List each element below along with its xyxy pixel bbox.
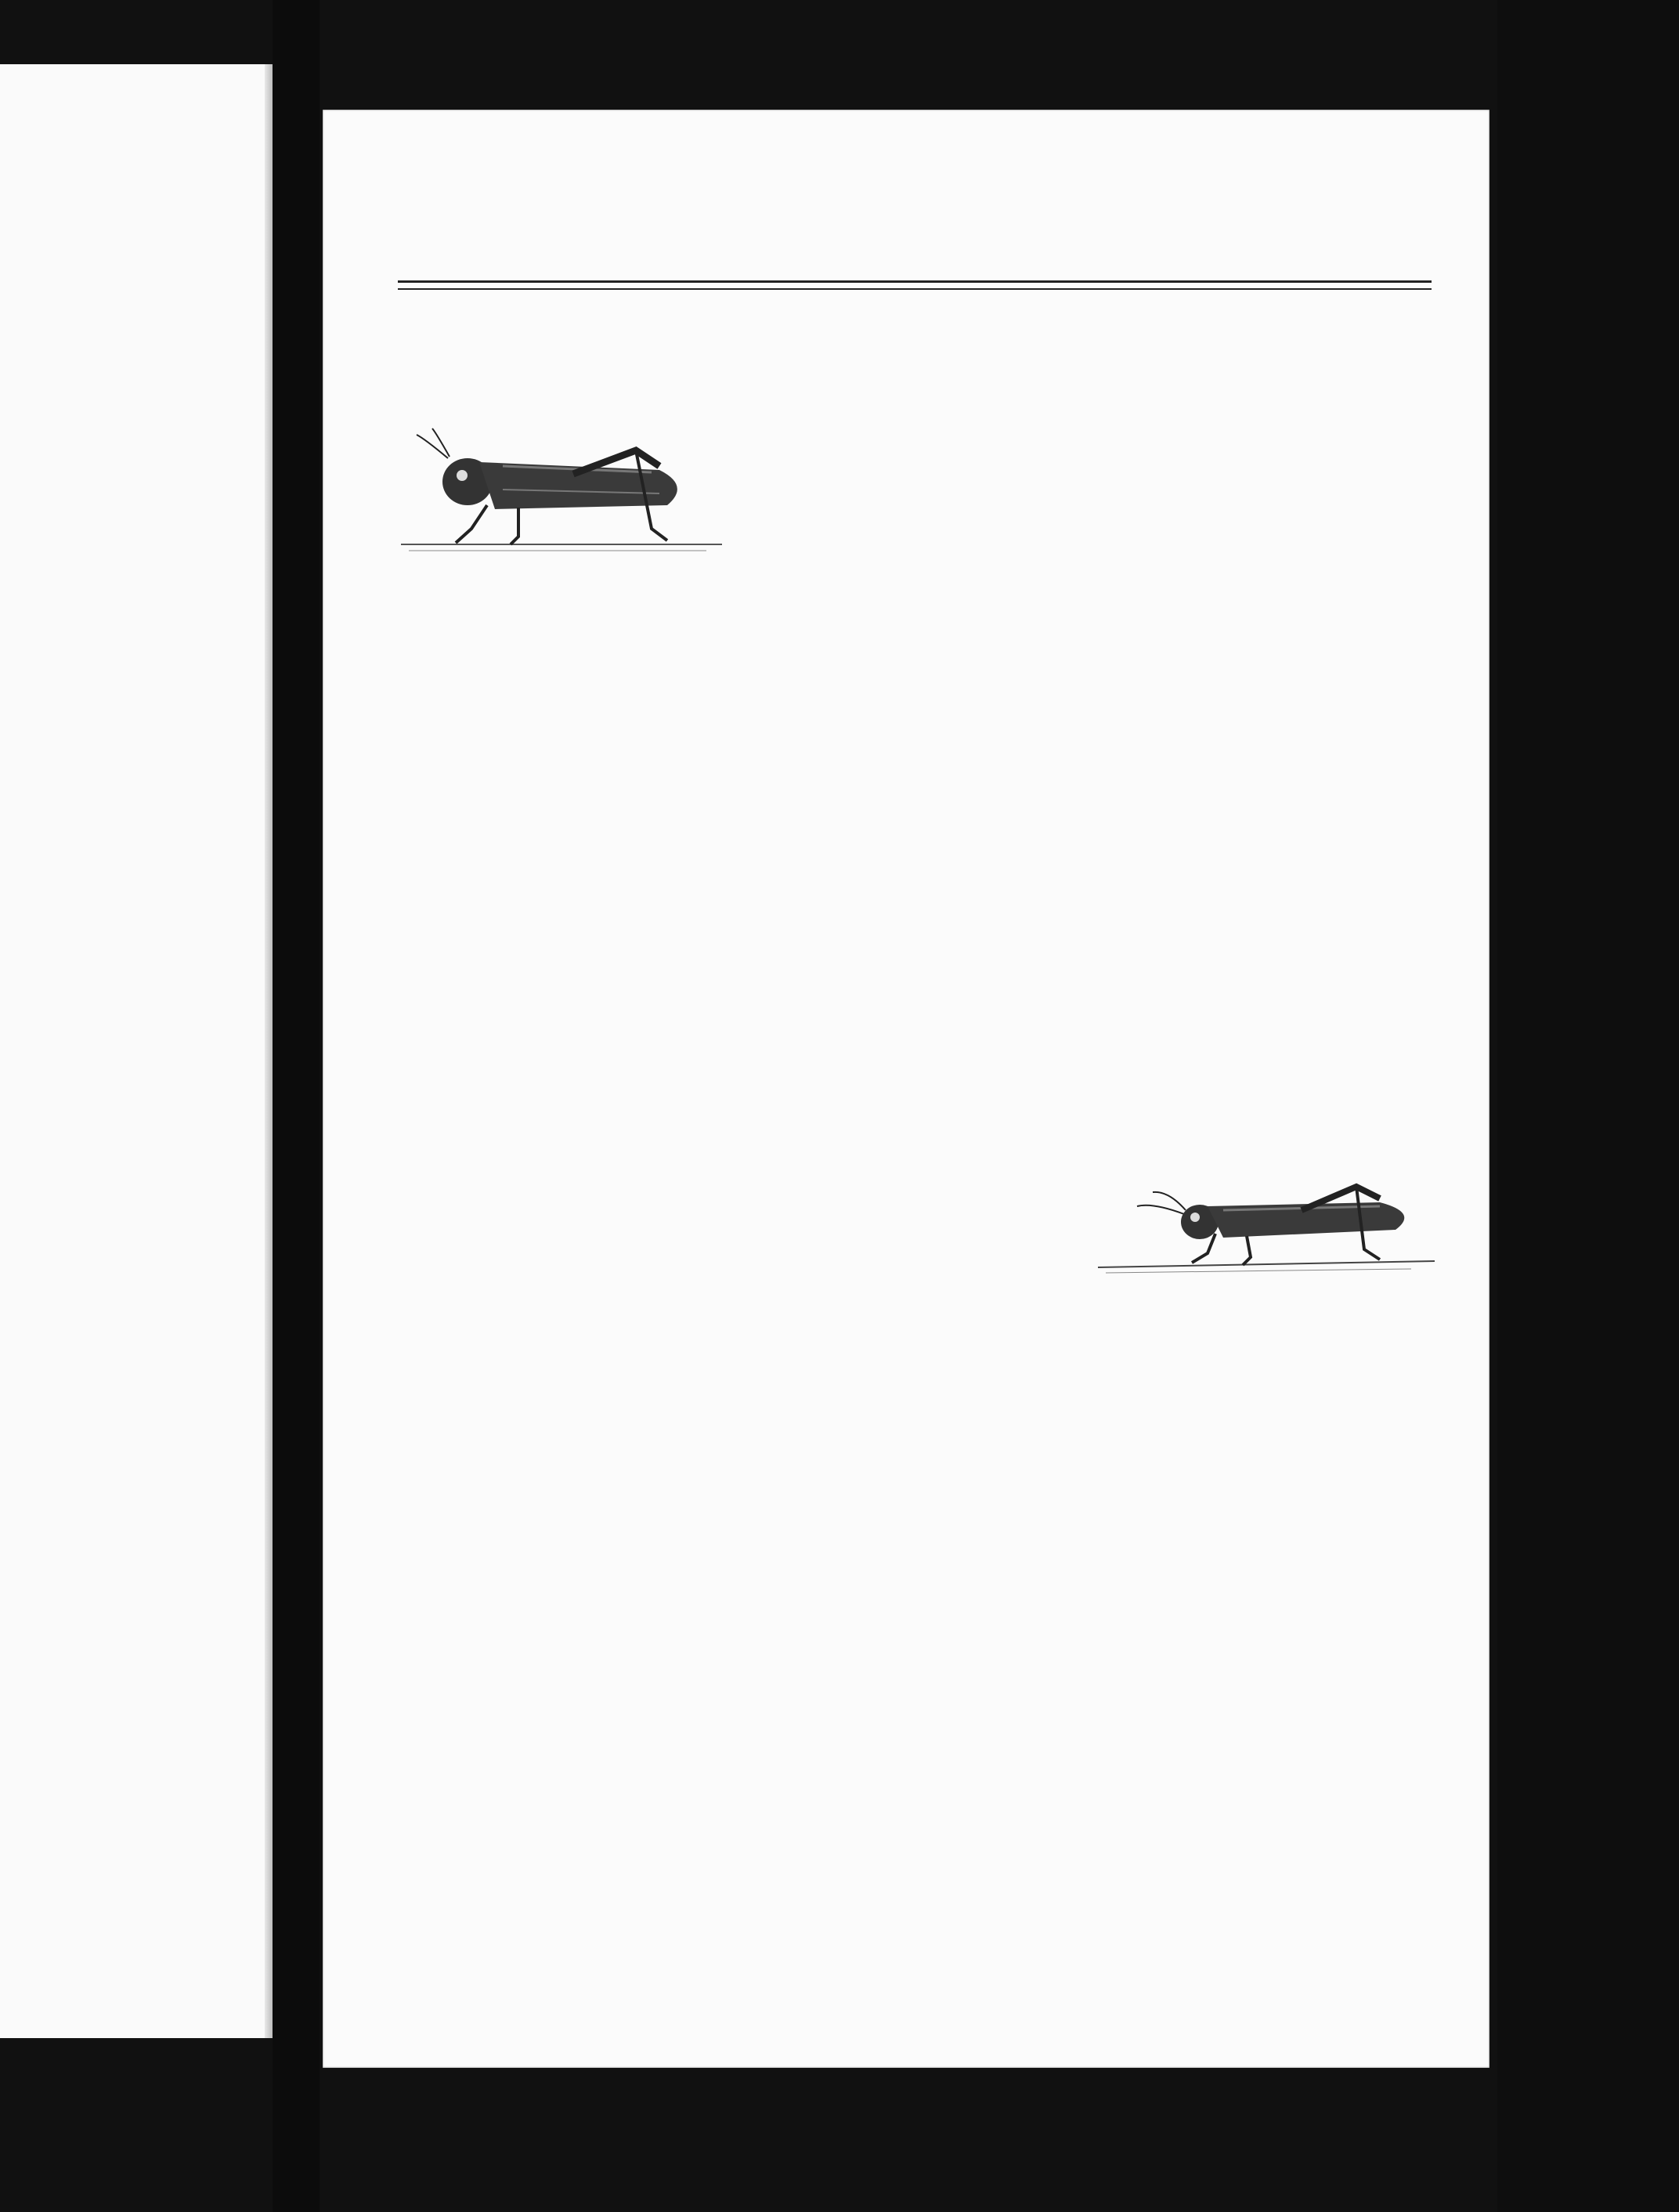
- header-rule: [398, 280, 1432, 283]
- paragraph-entomologist-intro: [789, 603, 1435, 663]
- paragraph-entomologist-quote: [398, 663, 1435, 929]
- grasshopper-illustration-b: [401, 427, 722, 560]
- figure-20: [401, 427, 722, 563]
- figure-21: [1098, 1175, 1435, 1296]
- book-gutter: [273, 0, 320, 2212]
- grasshopper-illustration-a: [1098, 1175, 1435, 1292]
- page-edge-shadow: [265, 64, 273, 2038]
- left-page: [0, 64, 273, 2038]
- header-rule-thin: [398, 288, 1432, 290]
- scan-border: [1497, 0, 1679, 2212]
- right-page: [323, 110, 1489, 2068]
